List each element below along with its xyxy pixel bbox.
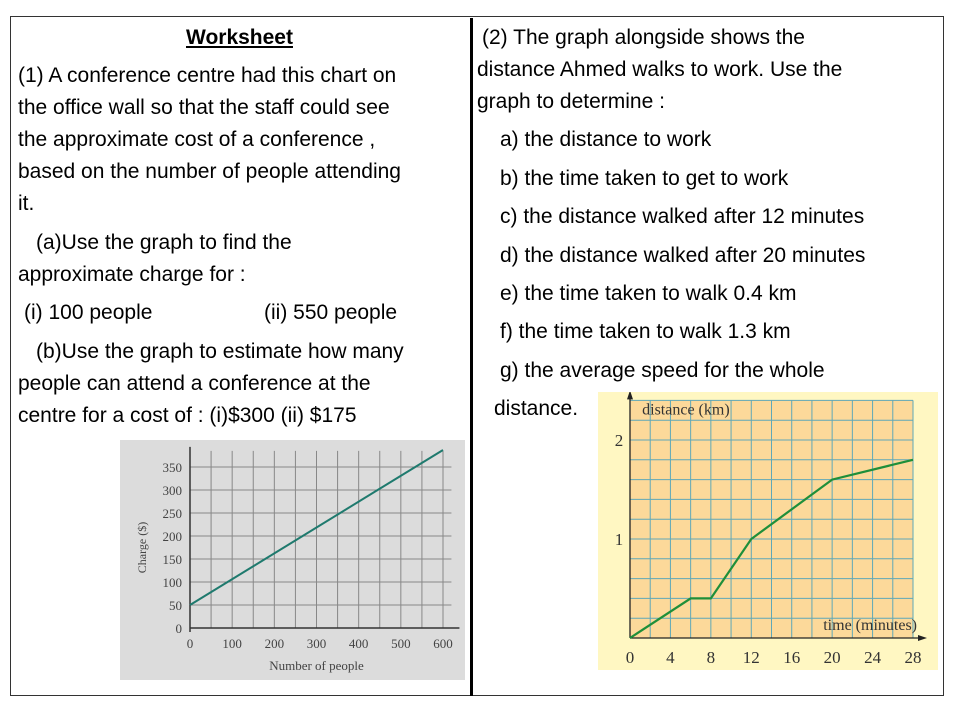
x-tick-label: 200 (264, 636, 285, 651)
y-tick-label: 50 (169, 598, 182, 613)
y-tick-label: 350 (162, 460, 182, 475)
y-tick-label: 300 (162, 483, 182, 498)
x-tick-label: 4 (666, 648, 675, 667)
y-tick-label: 200 (162, 529, 182, 544)
worksheet-title: Worksheet (186, 26, 293, 49)
q1-line: the office wall so that the staff could see (18, 96, 390, 119)
x-axis-label: time (minutes) (823, 617, 917, 634)
q2-part: a) the distance to work (500, 128, 712, 151)
q1-line: the approximate cost of a conference , (18, 128, 376, 151)
q1a-ii: (ii) 550 people (264, 301, 398, 324)
x-tick-label: 28 (904, 648, 922, 667)
q2-line: (2) The graph alongside shows the (482, 26, 805, 49)
y-tick-label: 150 (162, 552, 182, 567)
q1b-line: centre for a cost of : (i)$300 (ii) $175 (18, 404, 357, 427)
x-tick-label: 100 (222, 636, 242, 651)
x-tick-label: 16 (783, 648, 801, 667)
column-divider (470, 18, 473, 696)
q1a-line: (a)Use the graph to find the (36, 231, 292, 254)
x-axis-label: Number of people (269, 658, 364, 673)
q1a-line: approximate charge for : (18, 263, 246, 286)
q2-line: distance Ahmed walks to work. Use the (477, 58, 843, 81)
y-tick-label: 2 (614, 431, 624, 450)
x-tick-label: 12 (742, 648, 760, 667)
x-tick-label: 20 (823, 648, 841, 667)
q1b-line: (b)Use the graph to estimate how many (36, 340, 404, 363)
q1b-line: people can attend a conference at the (18, 372, 371, 395)
q2-part: g) the average speed for the whole (500, 359, 825, 382)
y-tick-label: 100 (162, 575, 182, 590)
x-tick-label: 0 (186, 636, 194, 651)
q2-part: b) the time taken to get to work (500, 167, 789, 190)
charge-chart (120, 440, 465, 680)
q1a-i: (i) 100 people (24, 301, 153, 324)
q2-part: e) the time taken to walk 0.4 km (500, 282, 797, 305)
q2-part: f) the time taken to walk 1.3 km (500, 320, 791, 343)
y-axis-label: Charge ($) (135, 521, 149, 574)
x-tick-label: 500 (391, 636, 411, 651)
q1-line: it. (18, 192, 35, 215)
q1-line: (1) A conference centre had this chart on (18, 64, 397, 87)
q2-line: graph to determine : (477, 90, 665, 113)
x-tick-label: 8 (706, 648, 716, 667)
y-tick-label: 250 (162, 506, 182, 521)
x-tick-label: 400 (348, 636, 369, 651)
q2-part: d) the distance walked after 20 minutes (500, 244, 866, 267)
x-tick-label: 0 (625, 648, 635, 667)
x-tick-label: 300 (306, 636, 327, 651)
q2-last: distance. (494, 397, 579, 420)
y-tick-label: 0 (175, 621, 182, 636)
x-tick-label: 600 (433, 636, 453, 651)
y-axis-label: distance (km) (642, 401, 730, 419)
distance-chart (598, 392, 938, 670)
q2-part: c) the distance walked after 12 minutes (500, 205, 865, 228)
x-tick-label: 24 (864, 648, 882, 667)
q1-line: based on the number of people attending (18, 160, 401, 183)
y-tick-label: 1 (614, 530, 624, 549)
